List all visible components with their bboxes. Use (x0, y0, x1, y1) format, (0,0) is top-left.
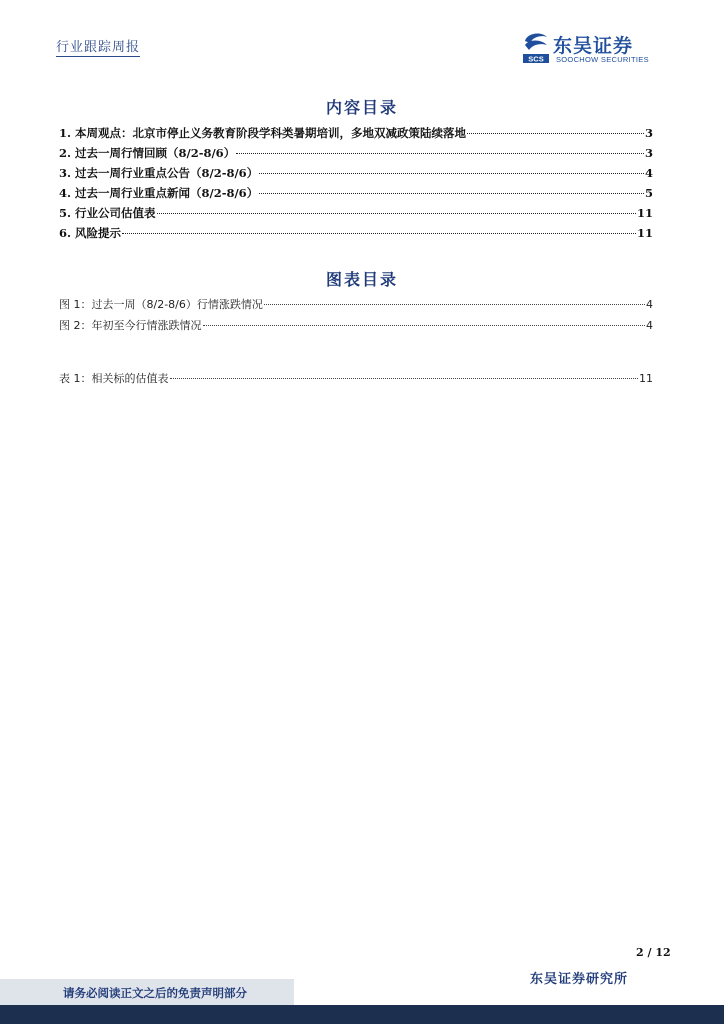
disclaimer-text: 请务必阅读正文之后的免责声明部分 (63, 986, 247, 1000)
table-list (59, 370, 653, 391)
table-item-text: 表 1：相关标的估值表 (59, 372, 169, 385)
leader-dots (203, 325, 646, 326)
toc-item-page: 3 (644, 146, 653, 160)
leader-dots (264, 304, 645, 305)
leader-dots (170, 378, 639, 379)
toc-list (59, 125, 653, 245)
footer-bar (0, 1005, 724, 1024)
toc-item[interactable] (59, 205, 653, 225)
page-number: 2 / 12 (636, 946, 671, 959)
toc-item-text: 5. 行业公司估值表 (59, 206, 156, 220)
toc-item-page: 11 (636, 206, 653, 220)
toc-item-page: 3 (644, 126, 653, 140)
leader-dots (157, 213, 636, 214)
toc-item[interactable] (59, 145, 653, 165)
toc-item-text: 3. 过去一周行业重点公告（8/2-8/6） (59, 166, 259, 180)
toc-item-text: 2. 过去一周行情回顾（8/2-8/6） (59, 146, 236, 160)
figure-item-text: 图 1：过去一周（8/2-8/6）行情涨跌情况 (59, 298, 263, 311)
logo-mark-text: SCS (528, 54, 544, 64)
leader-dots (259, 193, 644, 194)
toc-item-page: 5 (644, 186, 653, 200)
logo-english-name: SOOCHOW SECURITIES (556, 55, 649, 64)
toc-item[interactable] (59, 225, 653, 245)
figure-item[interactable] (59, 317, 653, 338)
logo-chinese-name: 东吴证券 (553, 35, 634, 57)
toc-title: 内容目录 (325, 98, 398, 117)
figure-item-page: 4 (646, 298, 653, 311)
leader-dots (236, 153, 644, 154)
figure-list (59, 296, 653, 338)
report-type-label: 行业跟踪周报 (56, 36, 140, 57)
soochow-logo-icon (521, 31, 551, 65)
leader-dots (467, 133, 644, 134)
leader-dots (122, 233, 636, 234)
toc-item-text: 1. 本周观点：北京市停止义务教育阶段学科类暑期培训，多地双减政策陆续落地 (59, 126, 467, 140)
toc-item-page: 4 (644, 166, 653, 180)
figure-item-page: 4 (646, 319, 653, 332)
toc-item-text: 4. 过去一周行业重点新闻（8/2-8/6） (59, 186, 259, 200)
toc-item-text: 6. 风险提示 (59, 226, 122, 240)
figure-item-text: 图 2：年初至今行情涨跌情况 (59, 319, 202, 332)
toc-item-page: 11 (636, 226, 653, 240)
toc-item[interactable] (59, 185, 653, 205)
leader-dots (259, 173, 644, 174)
table-item-page: 11 (639, 372, 653, 385)
toc-item[interactable] (59, 125, 653, 145)
company-logo (521, 31, 671, 67)
figure-item[interactable] (59, 296, 653, 317)
figures-title: 图表目录 (325, 270, 398, 289)
table-item[interactable] (59, 370, 653, 391)
toc-item[interactable] (59, 165, 653, 185)
institute-name: 东吴证券研究所 (530, 972, 629, 987)
